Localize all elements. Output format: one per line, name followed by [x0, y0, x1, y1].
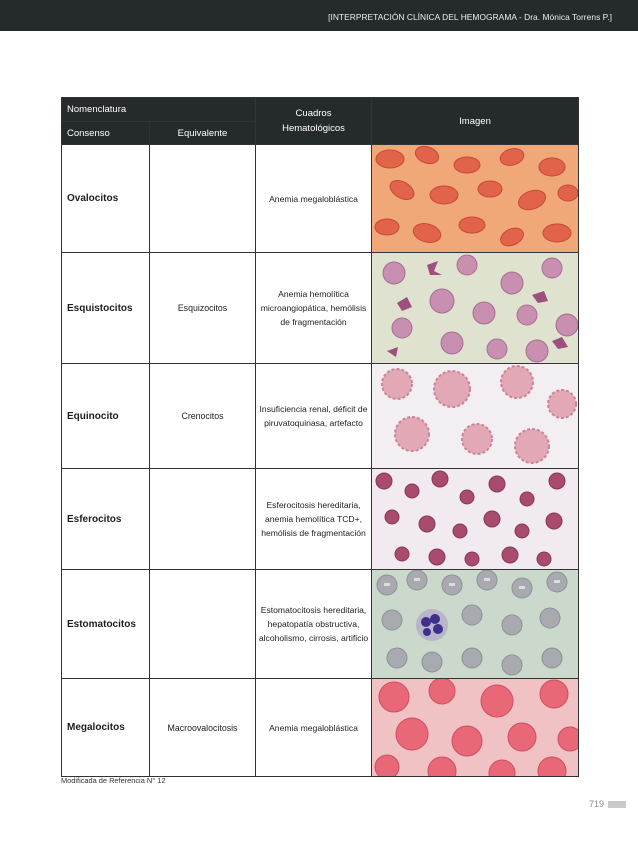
- row-image: [372, 469, 579, 570]
- row-equivalente: [150, 145, 256, 253]
- table-row: [62, 679, 579, 777]
- stomatocytes-smear-image: [372, 570, 579, 678]
- echinocytes-smear-image: [372, 364, 579, 468]
- row-equivalente: Esquizocitos: [150, 253, 256, 364]
- row-equivalente: [150, 469, 256, 570]
- header-equivalente: Equivalente: [150, 122, 256, 145]
- table-footnote: Modificada de Referencia N° 12: [61, 776, 166, 785]
- table-row: [62, 570, 579, 679]
- running-title: [INTERPRETACIÓN CLÍNICA DEL HEMOGRAMA - Dra. Mónica Torrens P.]: [328, 12, 612, 22]
- header-nomenclatura: Nomenclatura: [62, 98, 256, 122]
- row-cuadros: Insuficiencia renal, déficit de piruvatoquinasa, artefacto: [256, 364, 372, 469]
- table-row: [62, 469, 579, 570]
- row-image: [372, 364, 579, 469]
- header-consenso: Consenso: [62, 122, 150, 145]
- row-image: [372, 253, 579, 364]
- row-cuadros: Esferocitosis hereditaria, anemia hemolítica TCD+, hemólisis de fragmentación: [256, 469, 372, 570]
- running-header-bar: [0, 0, 638, 31]
- row-image: [372, 570, 579, 679]
- row-equivalente: Crenocitos: [150, 364, 256, 469]
- row-consenso: Ovalocitos: [62, 145, 150, 253]
- row-image: [372, 679, 579, 777]
- row-cuadros: Anemia hemolítica microangiopática, hemólisis de fragmentación: [256, 253, 372, 364]
- table-row: [62, 253, 579, 364]
- spherocytes-smear-image: [372, 469, 579, 569]
- row-equivalente: Macroovalocitosis: [150, 679, 256, 777]
- page-number-bar: [608, 801, 626, 808]
- header-cuadros-label: Cuadros Hematológicos: [282, 108, 345, 134]
- table-row: [62, 364, 579, 469]
- page-number: 719: [588, 799, 604, 809]
- row-equivalente: [150, 570, 256, 679]
- row-cuadros: Estomatocitosis hereditaria, hepatopatía obstructiva, alcoholismo, cirrosis, artificio: [256, 570, 372, 679]
- row-consenso: Megalocitos: [62, 679, 150, 777]
- row-consenso: Equinocito: [62, 364, 150, 469]
- row-cuadros: Anemia megaloblástica: [256, 145, 372, 253]
- row-consenso: Estomatocitos: [62, 570, 150, 679]
- header-cuadros: [256, 98, 372, 145]
- morphology-table: [61, 97, 579, 777]
- row-cuadros: Anemia megaloblástica: [256, 679, 372, 777]
- row-consenso: Esquistocitos: [62, 253, 150, 364]
- row-consenso: Esferocitos: [62, 469, 150, 570]
- megalocytes-smear-image: [372, 679, 579, 776]
- table-row: [62, 145, 579, 253]
- header-imagen: Imagen: [372, 98, 579, 145]
- schistocytes-smear-image: [372, 253, 579, 363]
- ovalocytes-smear-image: [372, 145, 579, 252]
- row-image: [372, 145, 579, 253]
